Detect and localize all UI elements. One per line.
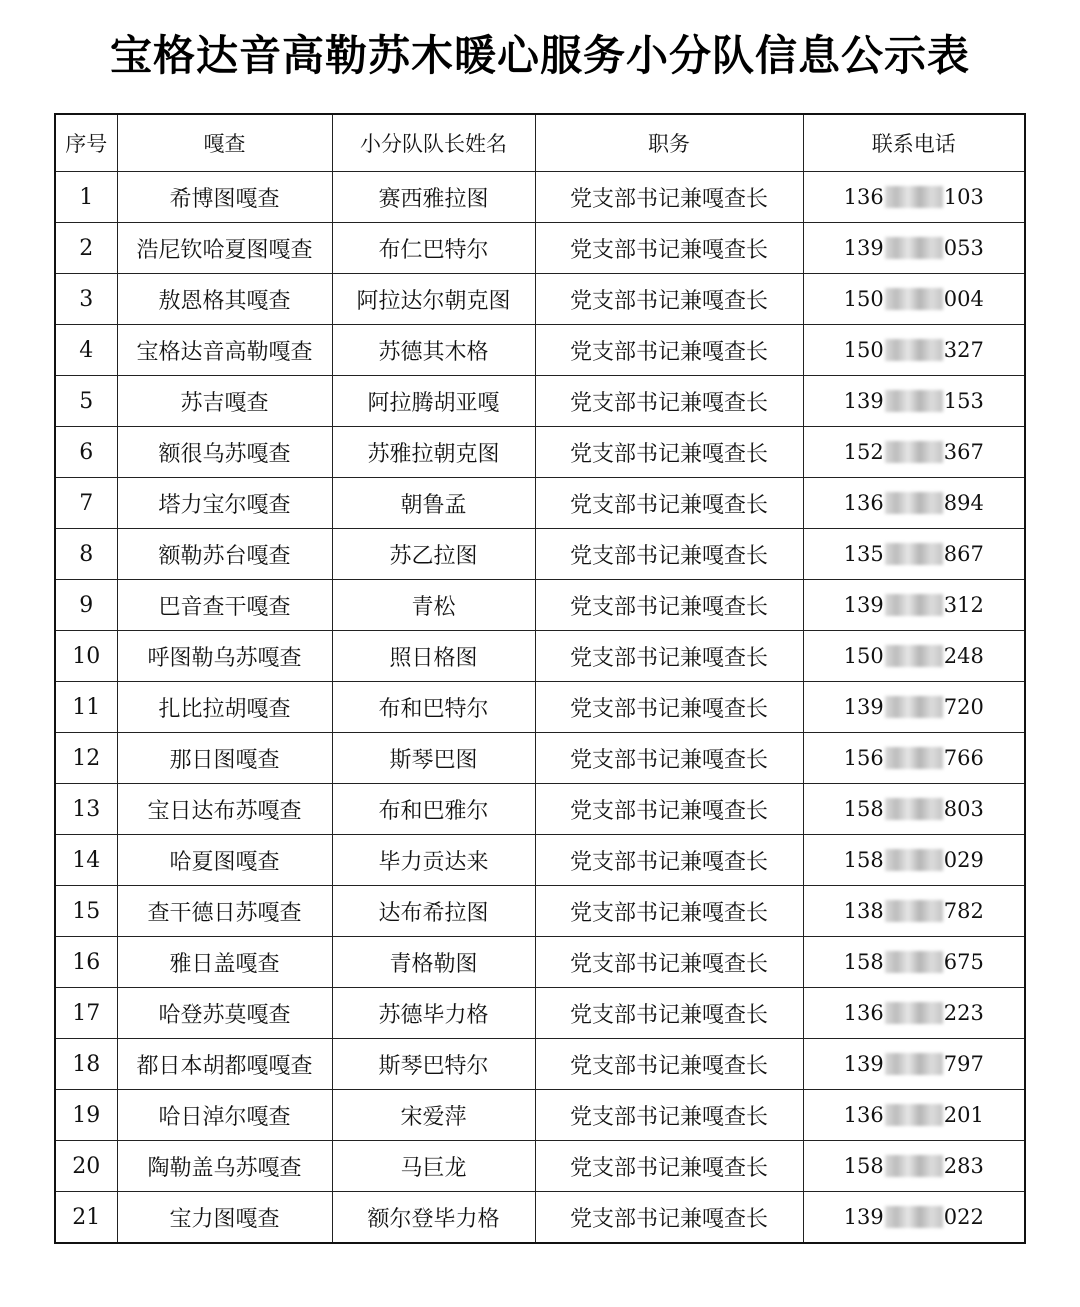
table-row	[55, 1141, 1025, 1192]
phone-prefix: 139	[843, 388, 884, 413]
cell-position: 党支部书记兼嘎查长	[535, 478, 803, 529]
cell-gacha: 额很乌苏嘎查	[117, 427, 332, 478]
cell-position: 党支部书记兼嘎查长	[535, 1192, 803, 1244]
phone-prefix: 136	[843, 490, 884, 515]
cell-position: 党支部书记兼嘎查长	[535, 1090, 803, 1141]
cell-serial-number: 20	[55, 1141, 117, 1192]
cell-contact-phone	[803, 376, 1025, 427]
cell-serial-number: 21	[55, 1192, 117, 1244]
cell-contact-phone	[803, 1192, 1025, 1244]
cell-team-leader-name: 宋爱萍	[332, 1090, 535, 1141]
cell-team-leader-name: 额尔登毕力格	[332, 1192, 535, 1244]
cell-serial-number: 18	[55, 1039, 117, 1090]
cell-position: 党支部书记兼嘎查长	[535, 631, 803, 682]
document-title: 宝格达音高勒苏木暖心服务小分队信息公示表	[109, 31, 970, 80]
phone-redaction-mask	[885, 1002, 943, 1024]
cell-serial-number: 5	[55, 376, 117, 427]
cell-gacha: 敖恩格其嘎查	[117, 274, 332, 325]
phone-prefix: 136	[843, 184, 884, 209]
phone-number	[844, 950, 984, 974]
cell-contact-phone	[803, 886, 1025, 937]
phone-redaction-mask	[885, 288, 943, 310]
phone-redaction-mask	[885, 849, 943, 871]
table-body	[55, 172, 1025, 1244]
cell-serial-number: 15	[55, 886, 117, 937]
table-row	[55, 631, 1025, 682]
cell-position: 党支部书记兼嘎查长	[535, 325, 803, 376]
cell-serial-number: 8	[55, 529, 117, 580]
cell-team-leader-name: 青格勒图	[332, 937, 535, 988]
phone-redaction-mask	[885, 492, 943, 514]
phone-redaction-mask	[885, 1206, 943, 1228]
cell-serial-number: 14	[55, 835, 117, 886]
phone-prefix: 158	[843, 796, 884, 821]
phone-suffix: 675	[943, 949, 984, 974]
phone-redaction-mask	[885, 186, 943, 208]
cell-gacha: 呼图勒乌苏嘎查	[117, 631, 332, 682]
cell-gacha: 都日本胡都嘎嘎查	[117, 1039, 332, 1090]
table-row	[55, 784, 1025, 835]
table-row	[55, 172, 1025, 223]
cell-contact-phone	[803, 1090, 1025, 1141]
phone-number	[844, 1154, 984, 1178]
phone-suffix: 029	[943, 847, 984, 872]
phone-suffix: 053	[943, 235, 984, 260]
phone-prefix: 135	[843, 541, 884, 566]
phone-suffix: 894	[943, 490, 984, 515]
cell-serial-number: 6	[55, 427, 117, 478]
table-row	[55, 1039, 1025, 1090]
phone-redaction-mask	[885, 645, 943, 667]
phone-prefix: 139	[843, 694, 884, 719]
cell-team-leader-name: 斯琴巴图	[332, 733, 535, 784]
cell-position: 党支部书记兼嘎查长	[535, 937, 803, 988]
cell-contact-phone	[803, 274, 1025, 325]
cell-serial-number: 19	[55, 1090, 117, 1141]
cell-gacha: 雅日盖嘎查	[117, 937, 332, 988]
cell-gacha: 巴音查干嘎查	[117, 580, 332, 631]
cell-contact-phone	[803, 1141, 1025, 1192]
table-row	[55, 376, 1025, 427]
cell-gacha: 扎比拉胡嘎查	[117, 682, 332, 733]
cell-contact-phone	[803, 172, 1025, 223]
phone-prefix: 158	[843, 847, 884, 872]
phone-prefix: 139	[843, 235, 884, 260]
phone-suffix: 223	[943, 1000, 984, 1025]
cell-contact-phone	[803, 733, 1025, 784]
cell-contact-phone	[803, 223, 1025, 274]
phone-suffix: 103	[943, 184, 984, 209]
table-row	[55, 274, 1025, 325]
cell-contact-phone	[803, 988, 1025, 1039]
phone-prefix: 136	[843, 1102, 884, 1127]
phone-suffix: 766	[943, 745, 984, 770]
phone-prefix: 138	[843, 898, 884, 923]
header-gacha: 嘎查	[117, 114, 332, 172]
phone-suffix: 797	[943, 1051, 984, 1076]
phone-number	[844, 491, 984, 515]
phone-number	[844, 593, 984, 617]
cell-contact-phone	[803, 1039, 1025, 1090]
table-row	[55, 733, 1025, 784]
phone-number	[844, 644, 984, 668]
phone-prefix: 150	[843, 286, 884, 311]
cell-gacha: 陶勒盖乌苏嘎查	[117, 1141, 332, 1192]
info-table	[54, 113, 1026, 1244]
phone-redaction-mask	[885, 747, 943, 769]
phone-number	[844, 848, 984, 872]
cell-position: 党支部书记兼嘎查长	[535, 1141, 803, 1192]
phone-redaction-mask	[885, 441, 943, 463]
header-serial-number: 序号	[55, 114, 117, 172]
cell-team-leader-name: 马巨龙	[332, 1141, 535, 1192]
phone-number	[844, 1001, 984, 1025]
cell-position: 党支部书记兼嘎查长	[535, 988, 803, 1039]
phone-suffix: 867	[943, 541, 984, 566]
cell-serial-number: 10	[55, 631, 117, 682]
cell-contact-phone	[803, 427, 1025, 478]
phone-prefix: 150	[843, 337, 884, 362]
cell-position: 党支部书记兼嘎查长	[535, 580, 803, 631]
cell-serial-number: 11	[55, 682, 117, 733]
phone-redaction-mask	[885, 900, 943, 922]
cell-position: 党支部书记兼嘎查长	[535, 427, 803, 478]
phone-redaction-mask	[885, 237, 943, 259]
cell-team-leader-name: 苏德毕力格	[332, 988, 535, 1039]
cell-serial-number: 9	[55, 580, 117, 631]
phone-prefix: 136	[843, 1000, 884, 1025]
phone-number	[844, 695, 984, 719]
table-row	[55, 937, 1025, 988]
phone-number	[844, 542, 984, 566]
phone-suffix: 248	[943, 643, 984, 668]
phone-suffix: 803	[943, 796, 984, 821]
phone-redaction-mask	[885, 696, 943, 718]
phone-number	[844, 797, 984, 821]
table-header	[55, 114, 1025, 172]
phone-suffix: 720	[943, 694, 984, 719]
header-contact-phone: 联系电话	[803, 114, 1025, 172]
cell-team-leader-name: 达布希拉图	[332, 886, 535, 937]
cell-position: 党支部书记兼嘎查长	[535, 1039, 803, 1090]
cell-contact-phone	[803, 937, 1025, 988]
cell-position: 党支部书记兼嘎查长	[535, 886, 803, 937]
cell-contact-phone	[803, 325, 1025, 376]
cell-gacha: 哈日淖尔嘎查	[117, 1090, 332, 1141]
table-row	[55, 223, 1025, 274]
phone-suffix: 201	[943, 1102, 984, 1127]
cell-contact-phone	[803, 580, 1025, 631]
phone-number	[844, 1103, 984, 1127]
phone-suffix: 367	[943, 439, 984, 464]
phone-redaction-mask	[885, 798, 943, 820]
cell-gacha: 哈登苏莫嘎查	[117, 988, 332, 1039]
phone-suffix: 022	[943, 1204, 984, 1229]
phone-number	[844, 338, 984, 362]
table-row	[55, 1090, 1025, 1141]
phone-suffix: 782	[943, 898, 984, 923]
phone-redaction-mask	[885, 1155, 943, 1177]
phone-redaction-mask	[885, 1053, 943, 1075]
cell-position: 党支部书记兼嘎查长	[535, 172, 803, 223]
cell-team-leader-name: 苏乙拉图	[332, 529, 535, 580]
cell-position: 党支部书记兼嘎查长	[535, 223, 803, 274]
cell-contact-phone	[803, 784, 1025, 835]
phone-prefix: 139	[843, 1051, 884, 1076]
cell-position: 党支部书记兼嘎查长	[535, 376, 803, 427]
cell-team-leader-name: 布和巴雅尔	[332, 784, 535, 835]
table-row	[55, 988, 1025, 1039]
cell-team-leader-name: 斯琴巴特尔	[332, 1039, 535, 1090]
phone-number	[844, 389, 984, 413]
cell-gacha: 希博图嘎查	[117, 172, 332, 223]
cell-serial-number: 3	[55, 274, 117, 325]
cell-serial-number: 1	[55, 172, 117, 223]
table-row	[55, 1192, 1025, 1244]
header-row	[55, 114, 1025, 172]
cell-position: 党支部书记兼嘎查长	[535, 733, 803, 784]
phone-number	[844, 899, 984, 923]
phone-redaction-mask	[885, 1104, 943, 1126]
table-row	[55, 835, 1025, 886]
cell-team-leader-name: 照日格图	[332, 631, 535, 682]
phone-prefix: 139	[843, 592, 884, 617]
cell-gacha: 额勒苏台嘎查	[117, 529, 332, 580]
phone-number	[844, 1052, 984, 1076]
cell-contact-phone	[803, 529, 1025, 580]
cell-team-leader-name: 朝鲁孟	[332, 478, 535, 529]
phone-number	[844, 440, 984, 464]
table-row	[55, 427, 1025, 478]
table-row	[55, 580, 1025, 631]
phone-prefix: 158	[843, 949, 884, 974]
phone-suffix: 312	[943, 592, 984, 617]
header-position: 职务	[535, 114, 803, 172]
cell-serial-number: 13	[55, 784, 117, 835]
cell-gacha: 塔力宝尔嘎查	[117, 478, 332, 529]
cell-gacha: 宝力图嘎查	[117, 1192, 332, 1244]
cell-contact-phone	[803, 631, 1025, 682]
phone-number	[844, 287, 984, 311]
cell-serial-number: 17	[55, 988, 117, 1039]
phone-redaction-mask	[885, 951, 943, 973]
cell-serial-number: 4	[55, 325, 117, 376]
cell-team-leader-name: 阿拉达尔朝克图	[332, 274, 535, 325]
cell-position: 党支部书记兼嘎查长	[535, 682, 803, 733]
cell-team-leader-name: 毕力贡达来	[332, 835, 535, 886]
cell-team-leader-name: 赛西雅拉图	[332, 172, 535, 223]
phone-redaction-mask	[885, 543, 943, 565]
phone-prefix: 139	[843, 1204, 884, 1229]
phone-number	[844, 236, 984, 260]
phone-redaction-mask	[885, 339, 943, 361]
phone-prefix: 158	[843, 1153, 884, 1178]
cell-gacha: 宝日达布苏嘎查	[117, 784, 332, 835]
cell-gacha: 苏吉嘎查	[117, 376, 332, 427]
phone-redaction-mask	[885, 594, 943, 616]
table-row	[55, 325, 1025, 376]
cell-gacha: 浩尼钦哈夏图嘎查	[117, 223, 332, 274]
phone-suffix: 004	[943, 286, 984, 311]
cell-serial-number: 12	[55, 733, 117, 784]
cell-contact-phone	[803, 682, 1025, 733]
phone-prefix: 152	[843, 439, 884, 464]
table-row	[55, 682, 1025, 733]
cell-team-leader-name: 布仁巴特尔	[332, 223, 535, 274]
phone-number	[844, 185, 984, 209]
table-row	[55, 886, 1025, 937]
phone-prefix: 156	[843, 745, 884, 770]
cell-position: 党支部书记兼嘎查长	[535, 784, 803, 835]
phone-suffix: 327	[943, 337, 984, 362]
cell-team-leader-name: 苏德其木格	[332, 325, 535, 376]
phone-suffix: 283	[943, 1153, 984, 1178]
phone-prefix: 150	[843, 643, 884, 668]
cell-serial-number: 16	[55, 937, 117, 988]
cell-position: 党支部书记兼嘎查长	[535, 835, 803, 886]
cell-team-leader-name: 苏雅拉朝克图	[332, 427, 535, 478]
cell-gacha: 那日图嘎查	[117, 733, 332, 784]
table-row	[55, 478, 1025, 529]
phone-redaction-mask	[885, 390, 943, 412]
cell-team-leader-name: 青松	[332, 580, 535, 631]
phone-number	[844, 746, 984, 770]
header-team-leader-name: 小分队队长姓名	[332, 114, 535, 172]
cell-position: 党支部书记兼嘎查长	[535, 529, 803, 580]
cell-gacha: 哈夏图嘎查	[117, 835, 332, 886]
phone-number	[844, 1205, 984, 1229]
phone-suffix: 153	[943, 388, 984, 413]
cell-team-leader-name: 布和巴特尔	[332, 682, 535, 733]
cell-serial-number: 7	[55, 478, 117, 529]
table-row	[55, 529, 1025, 580]
cell-team-leader-name: 阿拉腾胡亚嘎	[332, 376, 535, 427]
cell-gacha: 宝格达音高勒嘎查	[117, 325, 332, 376]
cell-contact-phone	[803, 478, 1025, 529]
cell-serial-number: 2	[55, 223, 117, 274]
cell-position: 党支部书记兼嘎查长	[535, 274, 803, 325]
cell-gacha: 查干德日苏嘎查	[117, 886, 332, 937]
cell-contact-phone	[803, 835, 1025, 886]
